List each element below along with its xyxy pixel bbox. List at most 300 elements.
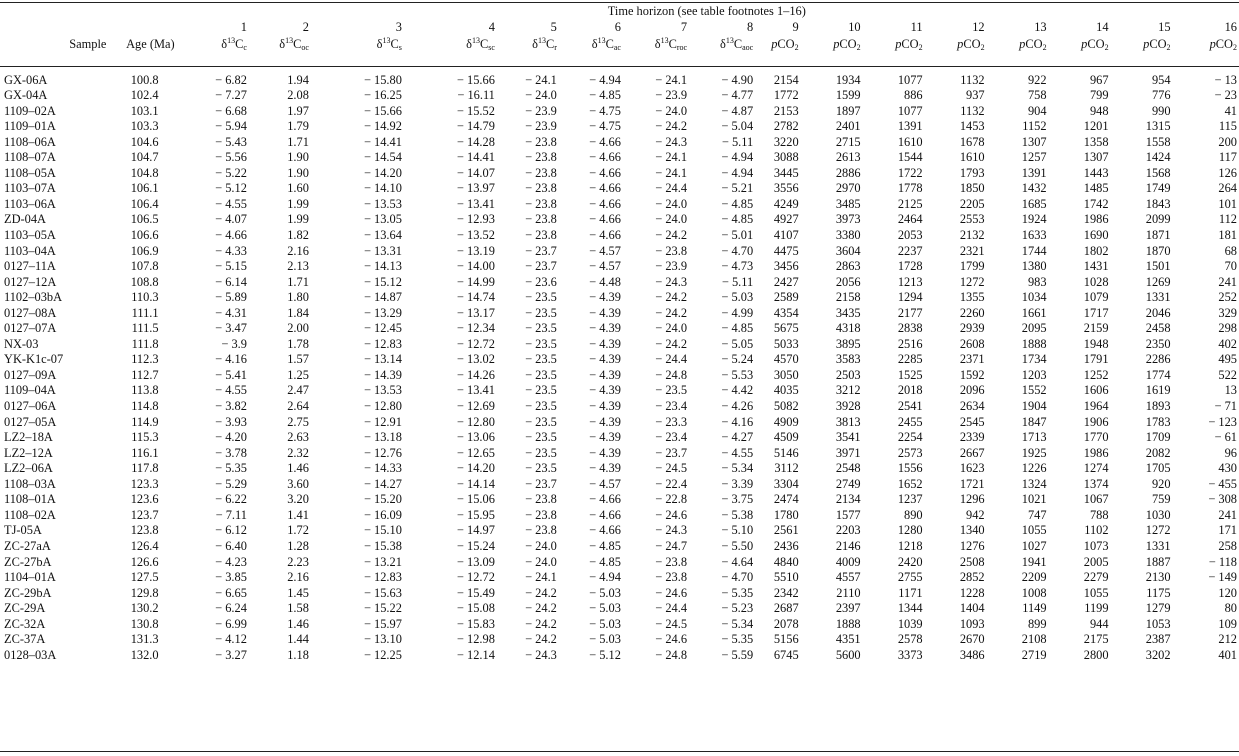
- value-cell: − 5.56: [215, 150, 247, 165]
- isotope-mass: 13: [382, 36, 391, 45]
- value-cell: − 24.4: [655, 181, 688, 196]
- value-cell: − 23.8: [525, 507, 557, 522]
- value-cell: 1344: [897, 601, 923, 616]
- value-cell: 1934: [835, 72, 861, 87]
- delta-symbol: δ: [466, 37, 472, 51]
- value-cell: − 4.23: [215, 554, 247, 569]
- value-cell: 298: [1218, 321, 1237, 336]
- value-cell: 1324: [1021, 476, 1047, 491]
- value-cell: 1443: [1083, 165, 1109, 180]
- value-cell: 200: [1218, 134, 1237, 149]
- value-cell: − 24.2: [525, 632, 557, 647]
- value-cell: 2589: [773, 290, 799, 305]
- value-cell: 1.41: [287, 507, 309, 522]
- delta-symbol: δ: [221, 37, 228, 51]
- value-cell: − 6.68: [215, 103, 247, 118]
- carbon-symbol: C: [235, 37, 244, 51]
- value-cell: − 15.06: [456, 492, 495, 507]
- value-cell: − 23.7: [525, 243, 557, 258]
- table-row: [0, 430, 1239, 446]
- partial-pressure-symbol: p: [1143, 37, 1150, 51]
- value-cell: 1556: [897, 461, 923, 476]
- value-cell: 1340: [959, 523, 985, 538]
- value-cell: − 4.77: [721, 88, 754, 103]
- sample-cell: ZC-32A: [4, 616, 46, 631]
- value-cell: − 12.80: [456, 414, 495, 429]
- value-cell: − 23.9: [655, 88, 688, 103]
- value-cell: 2110: [836, 585, 861, 600]
- delta-symbol: δ: [376, 37, 383, 51]
- value-cell: − 7.27: [215, 88, 247, 103]
- table-row: [0, 383, 1239, 399]
- value-cell: − 4.94: [721, 150, 754, 165]
- value-cell: − 13.41: [456, 196, 495, 211]
- value-cell: − 14.87: [363, 290, 402, 305]
- value-cell: − 5.35: [215, 461, 247, 476]
- carbon-symbol: C: [733, 37, 743, 51]
- value-cell: − 15.63: [363, 585, 402, 600]
- value-cell: 1431: [1083, 259, 1109, 274]
- value-cell: − 4.12: [215, 632, 247, 647]
- age-cell: 123.6: [130, 492, 159, 507]
- value-cell: 1888: [1021, 336, 1047, 351]
- value-cell: 1453: [959, 119, 985, 134]
- sample-cell: 1109–01A: [4, 119, 56, 134]
- table-row: [0, 321, 1239, 337]
- value-cell: − 5.59: [721, 647, 754, 662]
- value-cell: − 23.8: [655, 554, 688, 569]
- value-cell: − 4.16: [215, 352, 247, 367]
- table-row: [0, 492, 1239, 508]
- carbon-subscript: s: [398, 43, 402, 52]
- sample-cell: 0127–06A: [4, 399, 57, 414]
- value-cell: 2285: [897, 352, 923, 367]
- value-cell: − 23.8: [525, 196, 557, 211]
- value-cell: − 4.39: [589, 461, 621, 476]
- table-row: [0, 570, 1239, 586]
- value-cell: 1690: [1083, 228, 1109, 243]
- value-cell: 430: [1218, 461, 1237, 476]
- value-cell: − 13.06: [456, 430, 495, 445]
- value-cell: − 15.49: [456, 585, 495, 600]
- value-cell: − 24.4: [655, 352, 688, 367]
- variable-symbol: [1171, 36, 1239, 53]
- value-cell: 1380: [1021, 259, 1047, 274]
- value-cell: − 13.14: [363, 352, 402, 367]
- value-cell: 1132: [960, 72, 985, 87]
- value-cell: − 4.90: [721, 72, 754, 87]
- age-cell: 103.3: [130, 119, 159, 134]
- value-cell: − 118: [1208, 554, 1237, 569]
- value-cell: 2177: [897, 305, 923, 320]
- value-cell: 1948: [1083, 336, 1109, 351]
- value-cell: − 3.75: [721, 492, 754, 507]
- value-cell: 1030: [1145, 507, 1171, 522]
- value-cell: 3435: [835, 305, 861, 320]
- table-row: [0, 461, 1239, 477]
- value-cell: − 23.8: [655, 570, 688, 585]
- value-cell: 1218: [897, 538, 923, 553]
- value-cell: 1.28: [287, 538, 309, 553]
- value-cell: 1717: [1083, 305, 1109, 320]
- value-cell: − 13.19: [456, 243, 495, 258]
- value-cell: 799: [1089, 88, 1109, 103]
- value-cell: 2095: [1021, 321, 1047, 336]
- value-cell: 1652: [897, 476, 923, 491]
- value-cell: 1802: [1083, 243, 1109, 258]
- value-cell: 2939: [959, 321, 985, 336]
- value-cell: − 15.80: [363, 72, 402, 87]
- value-cell: − 4.39: [589, 305, 621, 320]
- value-cell: 3380: [835, 228, 861, 243]
- value-cell: − 4.66: [589, 181, 621, 196]
- value-cell: 1685: [1021, 196, 1047, 211]
- value-cell: 1.82: [287, 228, 309, 243]
- value-cell: 1888: [835, 616, 861, 631]
- value-cell: − 24.1: [525, 72, 557, 87]
- value-cell: − 4.55: [215, 196, 247, 211]
- value-cell: − 12.80: [363, 399, 402, 414]
- value-cell: − 4.73: [721, 259, 754, 274]
- value-cell: − 5.21: [721, 181, 754, 196]
- value-cell: 954: [1151, 72, 1171, 87]
- value-cell: 990: [1151, 103, 1171, 118]
- value-cell: 3583: [835, 352, 861, 367]
- value-cell: − 4.85: [589, 88, 621, 103]
- age-cell: 130.2: [130, 601, 159, 616]
- sample-cell: 1109–04A: [4, 383, 56, 398]
- age-cell: 111.8: [131, 336, 159, 351]
- value-cell: 1610: [959, 150, 985, 165]
- value-cell: 1.94: [287, 72, 309, 87]
- value-cell: − 4.66: [215, 228, 247, 243]
- table-row: [0, 446, 1239, 462]
- value-cell: 1404: [959, 601, 985, 616]
- value-cell: − 24.1: [655, 150, 688, 165]
- value-cell: 1.79: [287, 119, 309, 134]
- value-cell: 1008: [1021, 585, 1047, 600]
- value-cell: 13: [1224, 383, 1237, 398]
- value-cell: 1272: [959, 274, 985, 289]
- sample-cell: 0127–05A: [4, 414, 57, 429]
- value-cell: 899: [1027, 616, 1047, 631]
- value-cell: − 4.55: [721, 445, 754, 460]
- value-cell: − 5.11: [721, 134, 754, 149]
- table-row: [0, 259, 1239, 275]
- variable-symbol: [402, 36, 495, 53]
- value-cell: 2852: [959, 570, 985, 585]
- value-cell: 2.63: [287, 430, 309, 445]
- value-cell: − 15.97: [363, 616, 402, 631]
- table-row: [0, 539, 1239, 555]
- value-cell: − 149: [1208, 570, 1237, 585]
- value-cell: − 15.83: [456, 616, 495, 631]
- value-cell: 117: [1218, 150, 1237, 165]
- value-cell: 1734: [1021, 352, 1047, 367]
- value-cell: 1.97: [287, 103, 309, 118]
- value-cell: − 22.8: [655, 492, 688, 507]
- value-cell: 1.45: [287, 585, 309, 600]
- table-row: [0, 135, 1239, 151]
- value-cell: − 3.39: [721, 476, 754, 491]
- value-cell: 2203: [835, 523, 861, 538]
- value-cell: 2474: [773, 492, 799, 507]
- value-cell: − 5.10: [721, 523, 754, 538]
- age-cell: 104.8: [130, 165, 159, 180]
- value-cell: 1.71: [287, 134, 309, 149]
- value-cell: 1.84: [287, 305, 309, 320]
- value-cell: 2541: [897, 399, 923, 414]
- value-cell: 1924: [1021, 212, 1047, 227]
- carbon-symbol: C: [390, 37, 399, 51]
- value-cell: − 4.39: [589, 414, 621, 429]
- value-cell: 1021: [1021, 492, 1047, 507]
- value-cell: − 4.39: [589, 336, 621, 351]
- variable-symbol: [309, 36, 402, 53]
- value-cell: − 15.38: [363, 538, 402, 553]
- value-cell: 1.78: [287, 336, 309, 351]
- variable-symbol: [621, 36, 687, 53]
- age-column-header: Age (Ma): [126, 37, 175, 51]
- value-cell: − 4.39: [589, 290, 621, 305]
- value-cell: 2578: [897, 632, 923, 647]
- age-cell: 102.4: [130, 88, 159, 103]
- value-cell: − 14.14: [456, 476, 495, 491]
- value-cell: 2146: [835, 538, 861, 553]
- value-cell: − 4.39: [589, 367, 621, 382]
- value-cell: 1055: [1083, 585, 1109, 600]
- value-cell: − 12.69: [456, 399, 495, 414]
- value-cell: − 14.41: [456, 150, 495, 165]
- sample-cell: ZC-27bA: [4, 554, 52, 569]
- value-cell: 3971: [835, 445, 861, 460]
- value-cell: 68: [1224, 243, 1237, 258]
- table-row: [0, 632, 1239, 648]
- value-cell: 2.32: [287, 445, 309, 460]
- value-cell: 1501: [1145, 259, 1171, 274]
- value-cell: 1331: [1145, 538, 1171, 553]
- bottom-rule: [0, 751, 1239, 752]
- value-cell: − 13.18: [363, 430, 402, 445]
- value-cell: 2260: [959, 305, 985, 320]
- value-cell: − 4.27: [721, 430, 754, 445]
- value-cell: 4249: [773, 196, 799, 211]
- value-cell: − 13.31: [363, 243, 402, 258]
- value-cell: 2886: [835, 165, 861, 180]
- value-cell: − 24.0: [655, 321, 688, 336]
- value-cell: 2397: [835, 601, 861, 616]
- value-cell: 1871: [1145, 228, 1171, 243]
- value-cell: 1149: [1022, 601, 1047, 616]
- value-cell: 1772: [773, 88, 799, 103]
- value-cell: − 23.8: [525, 150, 557, 165]
- variable-symbol: [799, 36, 861, 53]
- value-cell: 4035: [773, 383, 799, 398]
- value-cell: 4557: [835, 570, 861, 585]
- value-cell: 212: [1218, 632, 1237, 647]
- horizon-number: 4: [488, 20, 495, 34]
- value-cell: 126: [1218, 165, 1237, 180]
- value-cell: 2401: [835, 119, 861, 134]
- value-cell: 80: [1224, 601, 1237, 616]
- value-cell: 1661: [1021, 305, 1047, 320]
- value-cell: − 24.0: [525, 538, 557, 553]
- value-cell: 2.16: [287, 570, 309, 585]
- value-cell: 2670: [959, 632, 985, 647]
- value-cell: 937: [966, 88, 985, 103]
- partial-pressure-symbol: p: [1209, 37, 1216, 51]
- value-cell: 1374: [1083, 476, 1109, 491]
- value-cell: − 12.83: [363, 570, 402, 585]
- value-cell: 2503: [835, 367, 861, 382]
- value-cell: 1.99: [287, 212, 309, 227]
- sample-cell: NX-03: [4, 336, 39, 351]
- table-row: [0, 73, 1239, 89]
- age-cell: 106.9: [130, 243, 159, 258]
- value-cell: 2371: [959, 352, 985, 367]
- value-cell: 3445: [773, 165, 799, 180]
- value-cell: 890: [904, 507, 923, 522]
- value-cell: 181: [1218, 228, 1237, 243]
- value-cell: 4107: [773, 228, 799, 243]
- value-cell: − 4.20: [215, 430, 247, 445]
- age-cell: 112.3: [131, 352, 159, 367]
- co2-subscript: 2: [794, 43, 799, 52]
- value-cell: 3895: [835, 336, 861, 351]
- value-cell: 5510: [773, 570, 799, 585]
- value-cell: 1294: [897, 290, 923, 305]
- age-cell: 104.7: [130, 150, 159, 165]
- value-cell: − 4.70: [721, 570, 754, 585]
- value-cell: − 5.05: [721, 336, 754, 351]
- isotope-mass: 13: [285, 36, 294, 45]
- value-cell: − 12.98: [456, 632, 495, 647]
- horizon-number: 14: [1096, 20, 1109, 34]
- value-cell: 2436: [773, 538, 799, 553]
- value-cell: − 24.0: [525, 554, 557, 569]
- value-cell: − 24.8: [655, 367, 688, 382]
- value-cell: − 5.29: [215, 476, 247, 491]
- value-cell: 1.99: [287, 196, 309, 211]
- value-cell: 1228: [959, 585, 985, 600]
- value-cell: 2715: [835, 134, 861, 149]
- value-cell: 401: [1218, 647, 1237, 662]
- value-cell: − 24.4: [655, 601, 688, 616]
- value-cell: − 12.76: [363, 445, 402, 460]
- value-cell: − 24.5: [655, 461, 688, 476]
- sample-cell: 0127–11A: [4, 259, 56, 274]
- value-cell: 4475: [773, 243, 799, 258]
- variable-symbol: [1047, 36, 1109, 53]
- value-cell: − 24.0: [655, 103, 688, 118]
- value-cell: − 24.6: [655, 507, 688, 522]
- value-cell: 3604: [835, 243, 861, 258]
- value-cell: − 23.5: [525, 321, 557, 336]
- age-cell: 132.0: [130, 647, 159, 662]
- value-cell: 2749: [835, 476, 861, 491]
- value-cell: 1906: [1083, 414, 1109, 429]
- value-cell: 2018: [897, 383, 923, 398]
- value-cell: − 23.5: [525, 290, 557, 305]
- horizon-number: 11: [910, 20, 923, 34]
- value-cell: − 5.50: [721, 538, 754, 553]
- value-cell: 1331: [1145, 290, 1171, 305]
- value-cell: 1713: [1021, 430, 1047, 445]
- age-cell: 111.1: [131, 305, 159, 320]
- sample-cell: 0127–08A: [4, 305, 57, 320]
- horizon-number: 13: [1034, 20, 1047, 34]
- value-cell: 2350: [1145, 336, 1171, 351]
- carbon-subscript: roc: [676, 43, 688, 52]
- carbon-symbol: C: [605, 37, 614, 51]
- sample-cell: 1103–07A: [4, 181, 56, 196]
- value-cell: − 14.92: [363, 119, 402, 134]
- table-row: [0, 88, 1239, 104]
- value-cell: 2464: [897, 212, 923, 227]
- value-cell: − 24.2: [655, 290, 688, 305]
- value-cell: 2046: [1145, 305, 1171, 320]
- value-cell: − 15.08: [456, 601, 495, 616]
- value-cell: − 4.94: [721, 165, 754, 180]
- isotope-mass: 13: [725, 36, 734, 45]
- value-cell: 1705: [1145, 461, 1171, 476]
- value-cell: − 23.4: [655, 430, 688, 445]
- value-cell: 1039: [897, 616, 923, 631]
- value-cell: − 14.54: [363, 150, 402, 165]
- horizon-number: 6: [614, 20, 621, 34]
- value-cell: − 24.1: [655, 72, 688, 87]
- value-cell: − 4.66: [589, 492, 621, 507]
- value-cell: 983: [1027, 274, 1047, 289]
- value-cell: − 5.34: [721, 616, 754, 631]
- value-cell: 5600: [835, 647, 861, 662]
- variable-symbol: [861, 36, 923, 53]
- carbon-subscript: oc: [301, 43, 309, 52]
- value-cell: 5675: [773, 321, 799, 336]
- value-cell: − 13.09: [456, 554, 495, 569]
- co-symbol: CO: [963, 37, 981, 51]
- value-cell: − 4.70: [721, 243, 754, 258]
- value-cell: 1485: [1083, 181, 1109, 196]
- value-cell: − 14.99: [456, 274, 495, 289]
- value-cell: − 5.01: [721, 228, 754, 243]
- partial-pressure-symbol: p: [895, 37, 902, 51]
- age-cell: 123.3: [130, 476, 159, 491]
- value-cell: − 5.89: [215, 290, 247, 305]
- value-cell: − 23.8: [525, 523, 557, 538]
- value-cell: − 4.66: [589, 523, 621, 538]
- value-cell: 2608: [959, 336, 985, 351]
- carbon-subscript: c: [243, 43, 247, 52]
- value-cell: 1774: [1145, 367, 1171, 382]
- value-cell: − 3.93: [215, 414, 247, 429]
- value-cell: − 15.12: [363, 274, 402, 289]
- table-row: [0, 352, 1239, 368]
- value-cell: − 4.99: [721, 305, 754, 320]
- variable-symbol: [247, 36, 309, 53]
- value-cell: − 13.64: [363, 228, 402, 243]
- value-cell: 3212: [835, 383, 861, 398]
- sample-cell: LZ2–18A: [4, 430, 53, 445]
- value-cell: − 15.95: [456, 507, 495, 522]
- value-cell: − 24.6: [655, 585, 688, 600]
- value-cell: − 24.8: [655, 647, 688, 662]
- value-cell: 747: [1027, 507, 1047, 522]
- value-cell: − 4.16: [721, 414, 754, 429]
- value-cell: 2687: [773, 601, 799, 616]
- age-cell: 115.3: [131, 430, 159, 445]
- value-cell: − 22.4: [655, 476, 688, 491]
